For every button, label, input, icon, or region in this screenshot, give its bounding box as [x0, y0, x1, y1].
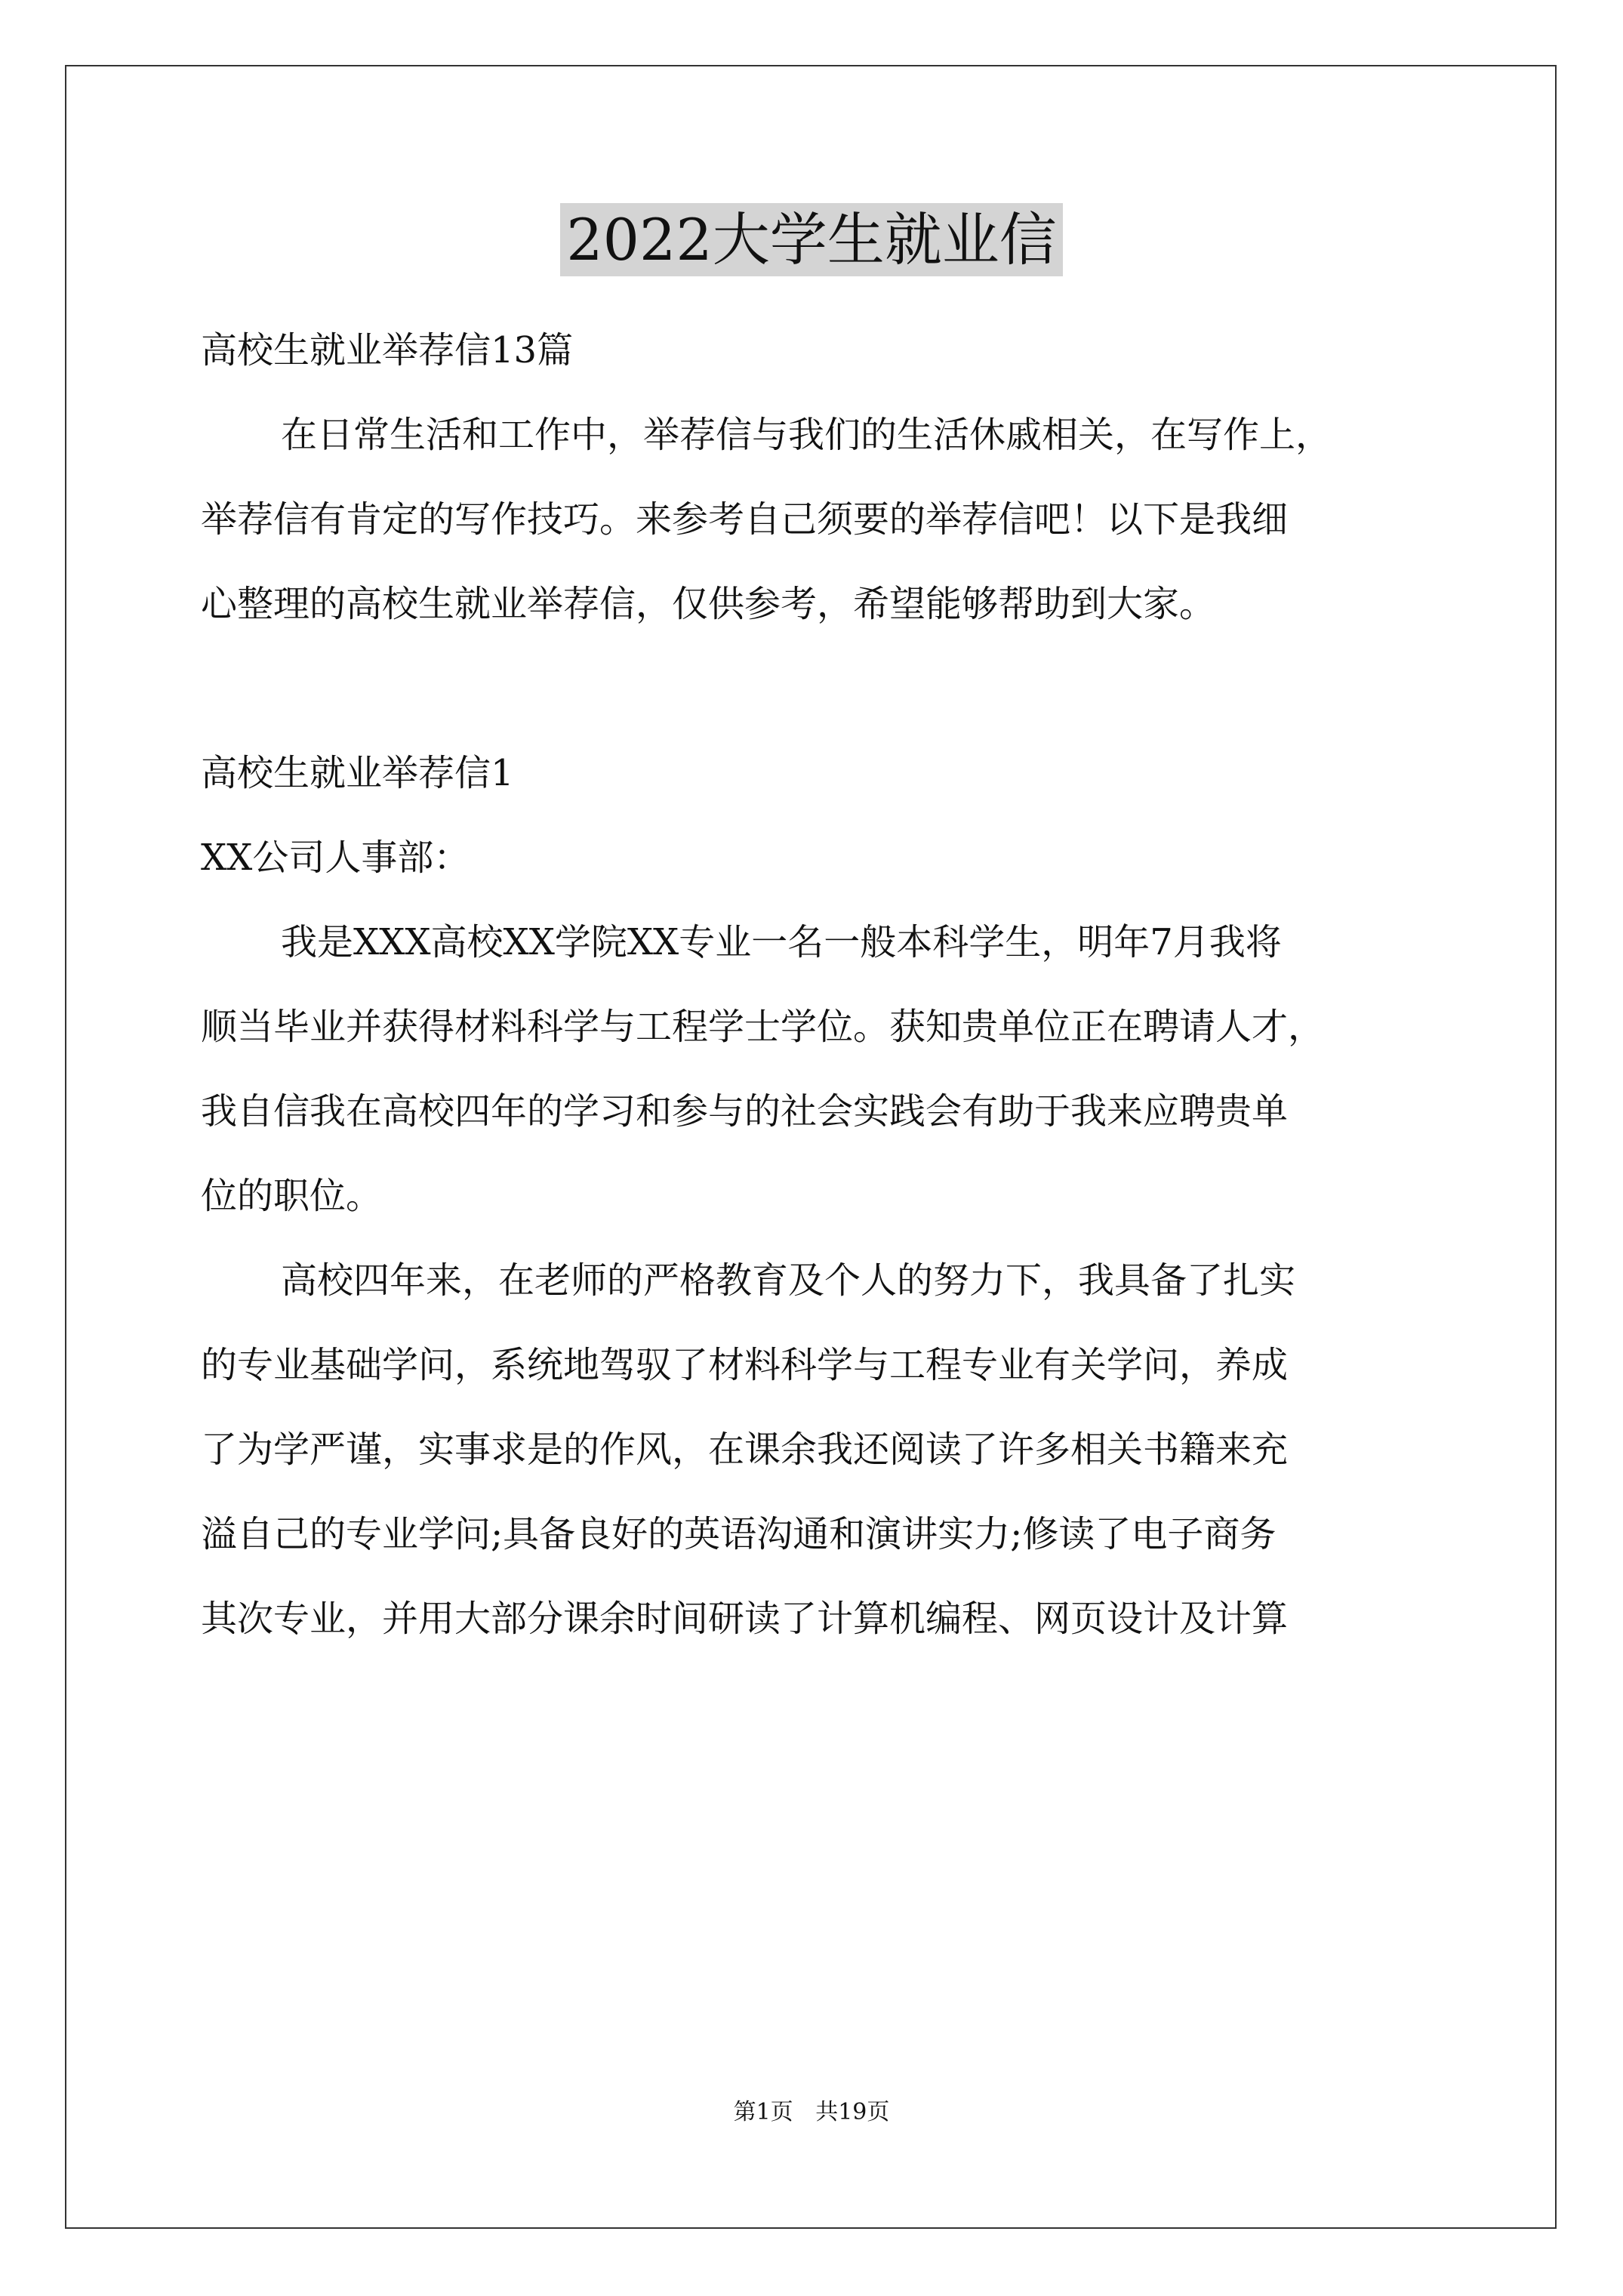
- blank-line: [201, 646, 1439, 731]
- paragraph-line: 心整理的高校生就业举荐信，仅供参考，希望能够帮助到大家。: [201, 583, 1216, 625]
- paragraph-line: 其次专业，并用大部分课余时间研读了计算机编程、网页设计及计算: [201, 1598, 1289, 1640]
- paragraph-line: 我自信我在高校四年的学习和参与的社会实践会有助于我来应聘贵单: [201, 1090, 1289, 1133]
- paragraph-line: 高校四年来，在老师的严格教育及个人的努力下，我具备了扎实: [281, 1259, 1296, 1302]
- paragraph-line: 举荐信有肯定的写作技巧。来参考自己须要的举荐信吧！以下是我细: [201, 498, 1289, 541]
- paragraph-line: 顺当毕业并获得材料科学与工程学士学位。获知贵单位正在聘请人才，: [201, 1006, 1325, 1048]
- paragraph-line: 我是XXX高校XX学院XX专业一名一般本科学生，明年7月我将: [281, 921, 1282, 963]
- section-heading: 高校生就业举荐信13篇: [201, 329, 574, 371]
- page-number-total: 共19页: [815, 2099, 890, 2125]
- paragraph-line: 的专业基础学问，系统地驾驭了材料科学与工程专业有关学问，养成: [201, 1344, 1289, 1386]
- paragraph-line: 了为学严谨，实事求是的作风，在课余我还阅读了许多相关书籍来充: [201, 1428, 1289, 1471]
- paragraph-line: 溢自己的专业学问;具备良好的英语沟通和演讲实力;修读了电子商务: [201, 1513, 1277, 1555]
- document-body: [201, 308, 1439, 1661]
- salutation: XX公司人事部：: [201, 837, 470, 879]
- paragraph-line: 位的职位。: [201, 1175, 383, 1217]
- page-footer: [0, 2097, 1623, 2128]
- document-title-text: 2022大学生就业信: [560, 203, 1062, 276]
- paragraph-line: 在日常生活和工作中，举荐信与我们的生活休戚相关，在写作上，: [281, 414, 1332, 456]
- section-heading: 高校生就业举荐信1: [201, 752, 514, 794]
- page-number-current: 第1页: [733, 2099, 793, 2125]
- document-title: [0, 202, 1623, 278]
